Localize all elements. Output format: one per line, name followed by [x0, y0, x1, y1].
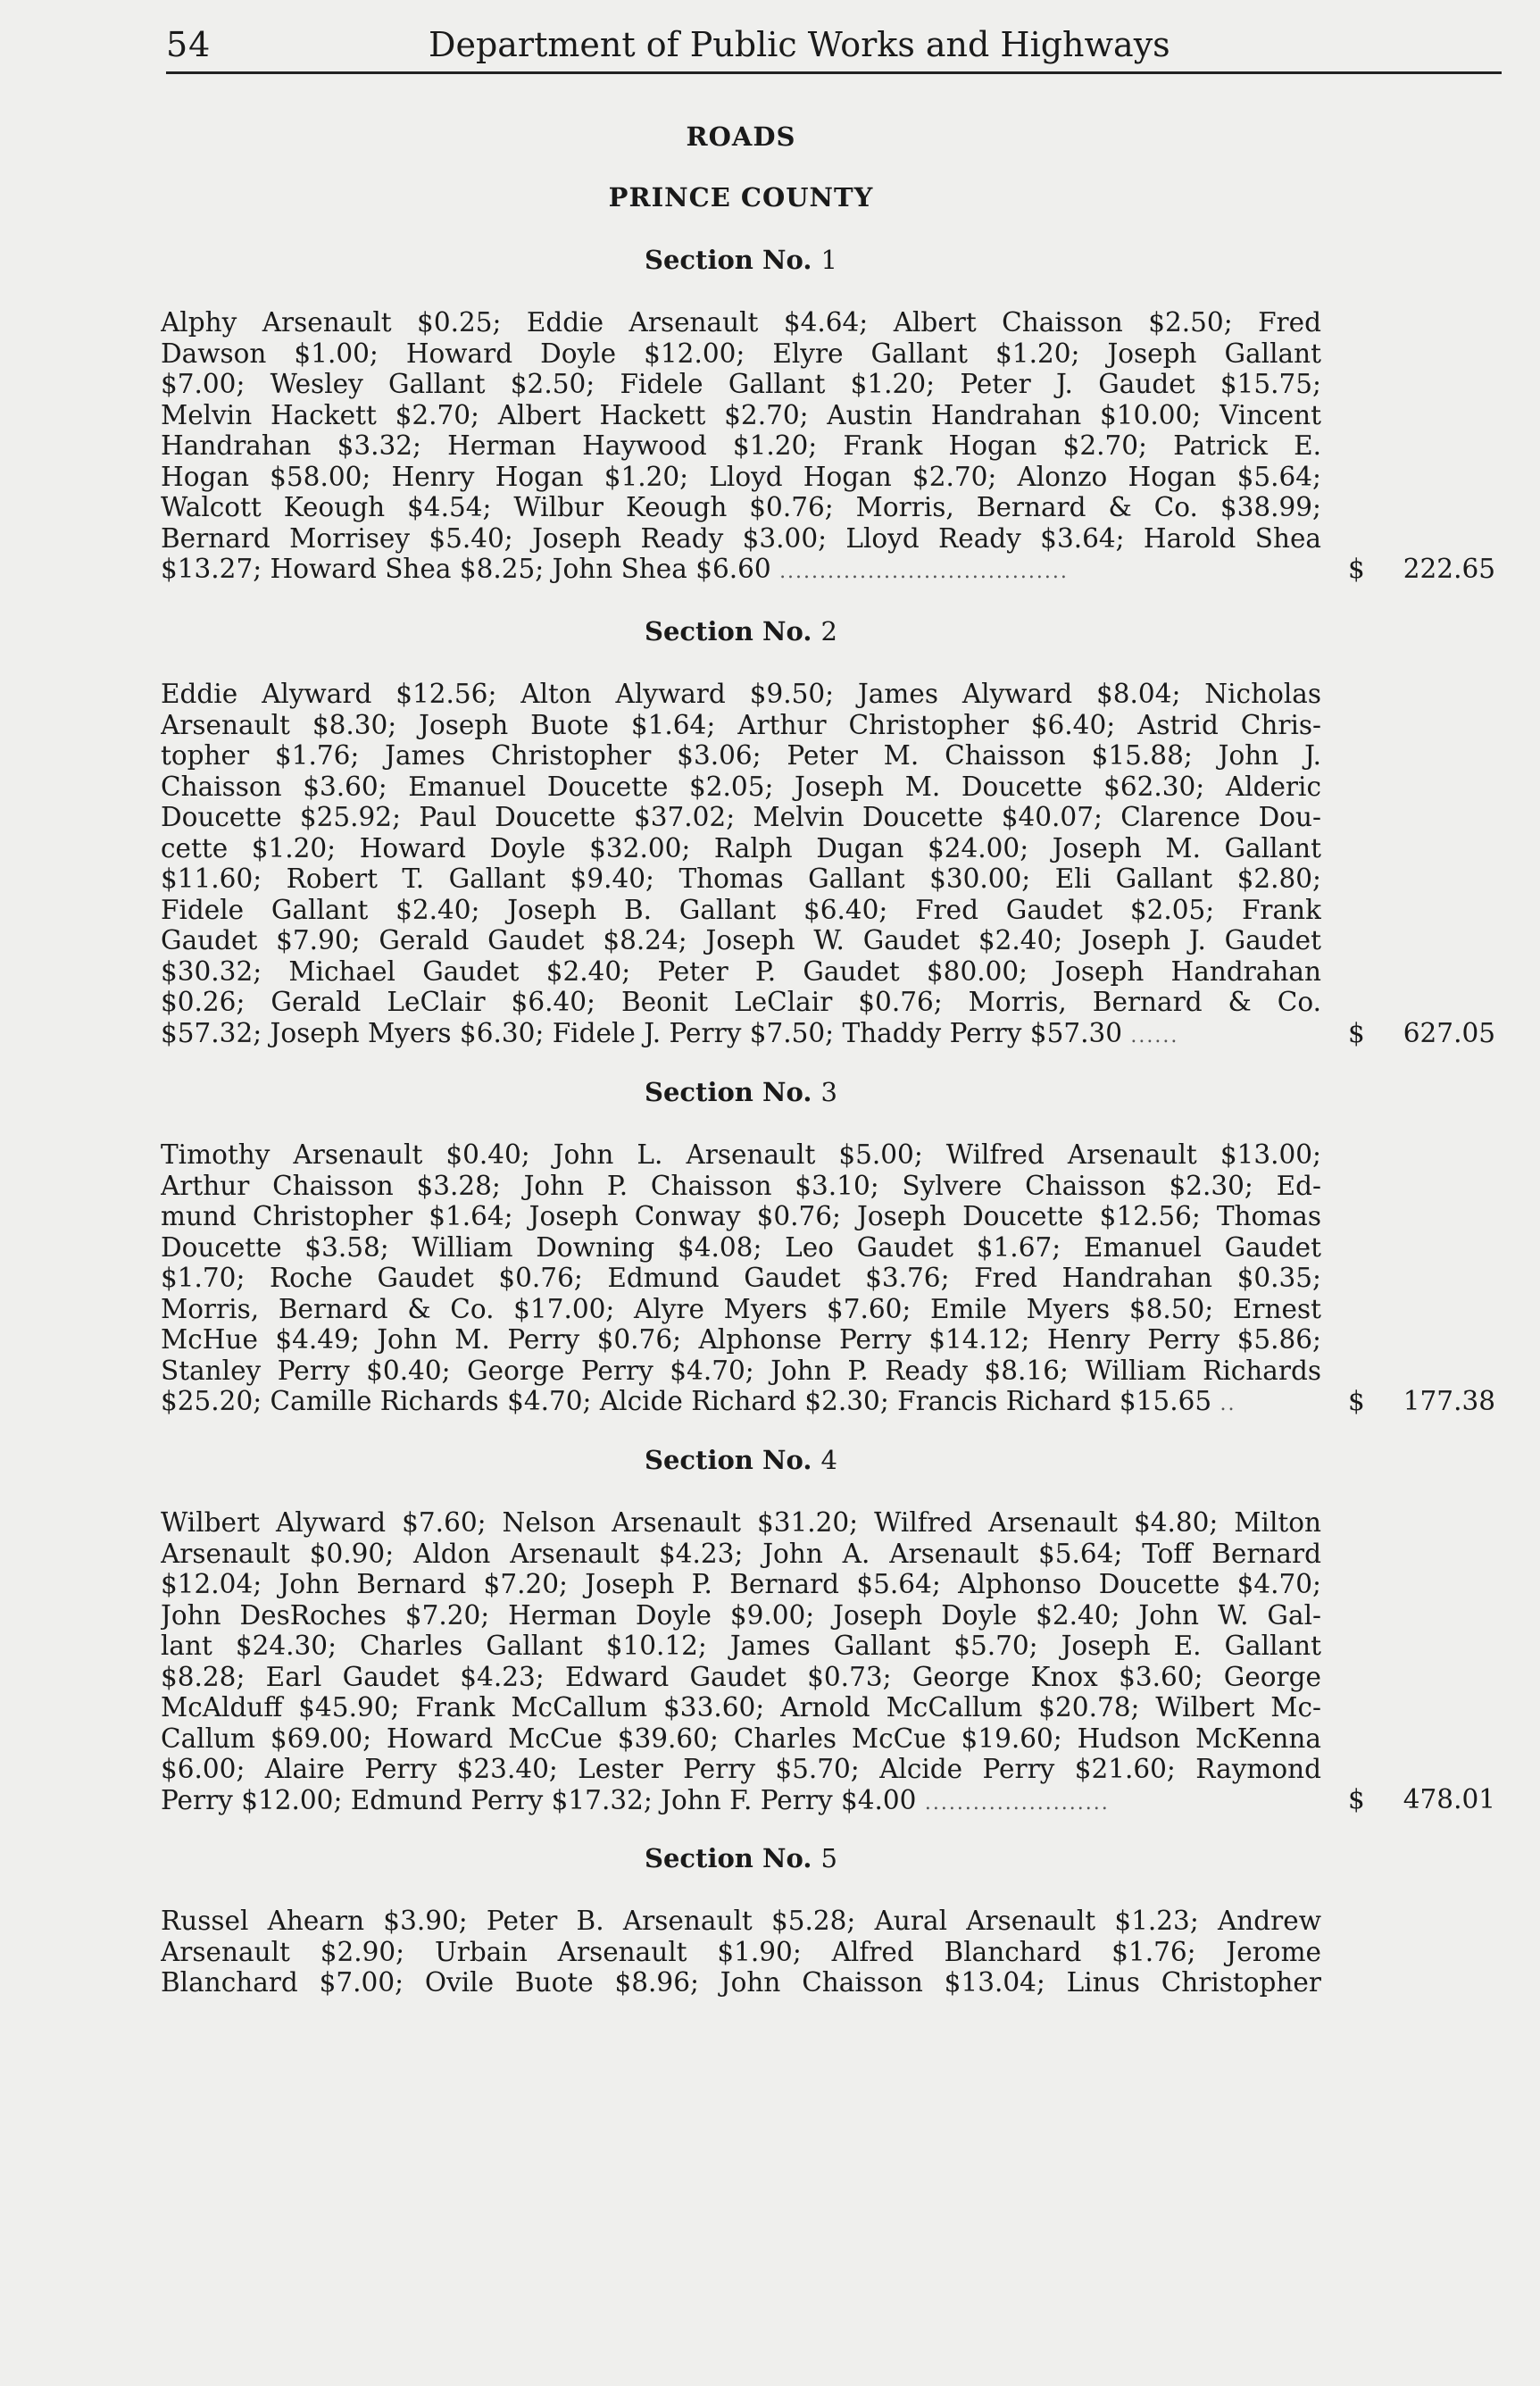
entry-last-text: $57.32; Joseph Myers $6.30; Fidele J. Perry $7.50; Thaddy Perry $57.30 [161, 1017, 1123, 1048]
section-entries [161, 679, 1321, 1052]
total-amount: 478.01 [1403, 1784, 1495, 1815]
total-amount: 627.05 [1403, 1018, 1495, 1048]
section-number: 4 [820, 1445, 837, 1475]
entry-line: topher $1.76; James Christopher $3.06; Peter M. Chaisson $15.88; John J. [161, 740, 1321, 771]
section-number: 3 [820, 1077, 837, 1107]
entry-line: John DesRoches $7.20; Herman Doyle $9.00; Joseph Doyle $2.40; John W. Gal- [161, 1599, 1321, 1631]
entry-line: Fidele Gallant $2.40; Joseph B. Gallant $6.40; Fred Gaudet $2.05; Frank [161, 894, 1321, 925]
entry-line: Eddie Alyward $12.56; Alton Alyward $9.50; James Alyward $8.04; Nicholas [161, 679, 1321, 709]
section-heading [161, 1843, 1321, 1873]
entry-line: Arsenault $8.30; Joseph Buote $1.64; Arthur Christopher $6.40; Astrid Chris- [161, 709, 1321, 740]
entry-line: $8.28; Earl Gaudet $4.23; Edward Gaudet $0.73; George Knox $3.60; George [161, 1661, 1321, 1692]
currency-sign: $ [1348, 1018, 1365, 1048]
entry-last-line [161, 554, 1321, 588]
entry-line: Dawson $1.00; Howard Doyle $12.00; Elyre Gallant $1.20; Joseph Gallant [161, 338, 1321, 369]
entry-line: Chaisson $3.60; Emanuel Doucette $2.05; Joseph M. Doucette $62.30; Alderic [161, 771, 1321, 802]
entry-line: Alphy Arsenault $0.25; Eddie Arsenault $4.64; Albert Chaisson $2.50; Fred [161, 307, 1321, 338]
section-heading [161, 245, 1321, 275]
entry-line: Wilbert Alyward $7.60; Nelson Arsenault $31.20; Wilfred Arsenault $4.80; Milton [161, 1507, 1321, 1538]
entry-line: Doucette $3.58; William Downing $4.08; Leo Gaudet $1.67; Emanuel Gaudet [161, 1231, 1321, 1263]
dot-leader: ....................... [924, 1791, 1110, 1815]
entry-line: Arthur Chaisson $3.28; John P. Chaisson $3.10; Sylvere Chaisson $2.30; Ed- [161, 1170, 1321, 1201]
entry-last-line [161, 1386, 1321, 1421]
section-heading [161, 1077, 1321, 1107]
entry-line: $11.60; Robert T. Gallant $9.40; Thomas Gallant $30.00; Eli Gallant $2.80; [161, 863, 1321, 894]
section-entries [161, 1139, 1321, 1421]
entry-last-line [161, 1785, 1321, 1820]
entry-line: Hogan $58.00; Henry Hogan $1.20; Lloyd Hogan $2.70; Alonzo Hogan $5.64; [161, 461, 1321, 492]
entry-line: Stanley Perry $0.40; George Perry $4.70; John P. Ready $8.16; William Richards [161, 1355, 1321, 1386]
entry-last-line [161, 1018, 1321, 1053]
dot-leader: .. [1220, 1393, 1236, 1415]
section-label: Section No. [645, 245, 812, 275]
entry-line: $30.32; Michael Gaudet $2.40; Peter P. Gaudet $80.00; Joseph Handrahan [161, 955, 1321, 987]
entry-line: Bernard Morrisey $5.40; Joseph Ready $3.00; Lloyd Ready $3.64; Harold Shea [161, 522, 1321, 554]
currency-sign: $ [1348, 1386, 1365, 1416]
section-entries [161, 307, 1321, 588]
entry-line: Russel Ahearn $3.90; Peter B. Arsenault $5.28; Aural Arsenault $1.23; Andrew [161, 1906, 1321, 1936]
section-label: Section No. [645, 1077, 812, 1107]
entry-line: cette $1.20; Howard Doyle $32.00; Ralph Dugan $24.00; Joseph M. Gallant [161, 832, 1321, 863]
section-entries [161, 1507, 1321, 1819]
total-amount: 222.65 [1403, 554, 1495, 584]
page-number: 54 [166, 25, 212, 64]
entry-line: Gaudet $7.90; Gerald Gaudet $8.24; Joseph W. Gaudet $2.40; Joseph J. Gaudet [161, 925, 1321, 955]
currency-sign: $ [1348, 1784, 1365, 1815]
section-number: 5 [820, 1843, 837, 1873]
dot-leader: ...... [1130, 1024, 1179, 1047]
page-heading: ROADS [686, 121, 796, 152]
section-number: 2 [820, 616, 837, 647]
running-header [166, 21, 1502, 71]
entry-line: Doucette $25.92; Paul Doucette $37.02; Melvin Doucette $40.07; Clarence Dou- [161, 802, 1321, 832]
entry-line: Callum $69.00; Howard McCue $39.60; Charles McCue $19.60; Hudson McKenna [161, 1723, 1321, 1754]
entry-line: mund Christopher $1.64; Joseph Conway $0.76; Joseph Doucette $12.56; Thomas [161, 1201, 1321, 1231]
entry-last-text: Perry $12.00; Edmund Perry $17.32; John F. Perry $4.00 [161, 1784, 917, 1815]
section-entries [161, 1906, 1321, 1998]
entry-line: Handrahan $3.32; Herman Haywood $1.20; Frank Hogan $2.70; Patrick E. [161, 430, 1321, 461]
entry-line: $1.70; Roche Gaudet $0.76; Edmund Gaudet $3.76; Fred Handrahan $0.35; [161, 1263, 1321, 1293]
section-label: Section No. [645, 616, 812, 647]
entry-line: $12.04; John Bernard $7.20; Joseph P. Bernard $5.64; Alphonso Doucette $4.70; [161, 1569, 1321, 1599]
entry-line: Arsenault $0.90; Aldon Arsenault $4.23; John A. Arsenault $5.64; Toff Bernard [161, 1538, 1321, 1569]
running-title: Department of Public Works and Highways [429, 25, 1170, 64]
entry-line: McAlduff $45.90; Frank McCallum $33.60; Arnold McCallum $20.78; Wilbert Mc- [161, 1692, 1321, 1723]
entry-line: Blanchard $7.00; Ovile Buote $8.96; John Chaisson $13.04; Linus Christopher [161, 1967, 1321, 1998]
entry-line: Walcott Keough $4.54; Wilbur Keough $0.76; Morris, Bernard & Co. $38.99; [161, 492, 1321, 522]
section-label: Section No. [645, 1445, 812, 1475]
entry-last-text: $25.20; Camille Richards $4.70; Alcide Richard $2.30; Francis Richard $15.65 [161, 1386, 1212, 1416]
entry-line: Melvin Hackett $2.70; Albert Hackett $2.70; Austin Handrahan $10.00; Vincent [161, 399, 1321, 430]
county-heading: PRINCE COUNTY [608, 182, 874, 213]
section-number: 1 [820, 245, 837, 275]
entry-line: Timothy Arsenault $0.40; John L. Arsenault $5.00; Wilfred Arsenault $13.00; [161, 1139, 1321, 1170]
entry-line: Arsenault $2.90; Urbain Arsenault $1.90; Alfred Blanchard $1.76; Jerome [161, 1936, 1321, 1967]
entry-line: $6.00; Alaire Perry $23.40; Lester Perry $5.70; Alcide Perry $21.60; Raymond [161, 1754, 1321, 1784]
section-heading [161, 1445, 1321, 1475]
header-rule [166, 71, 1502, 74]
entry-line: McHue $4.49; John M. Perry $0.76; Alphonse Perry $14.12; Henry Perry $5.86; [161, 1324, 1321, 1355]
dot-leader: .................................... [779, 561, 1069, 583]
total-amount: 177.38 [1403, 1386, 1495, 1416]
section-label: Section No. [645, 1843, 812, 1873]
entry-line: $0.26; Gerald LeClair $6.40; Beonit LeClair $0.76; Morris, Bernard & Co. [161, 987, 1321, 1017]
entry-line: Morris, Bernard & Co. $17.00; Alyre Myers $7.60; Emile Myers $8.50; Ernest [161, 1293, 1321, 1324]
section-heading [161, 616, 1321, 647]
entry-line: $7.00; Wesley Gallant $2.50; Fidele Gallant $1.20; Peter J. Gaudet $15.75; [161, 369, 1321, 399]
entry-last-text: $13.27; Howard Shea $8.25; John Shea $6.60 [161, 554, 771, 584]
currency-sign: $ [1348, 554, 1365, 584]
entry-line: lant $24.30; Charles Gallant $10.12; James Gallant $5.70; Joseph E. Gallant [161, 1631, 1321, 1661]
